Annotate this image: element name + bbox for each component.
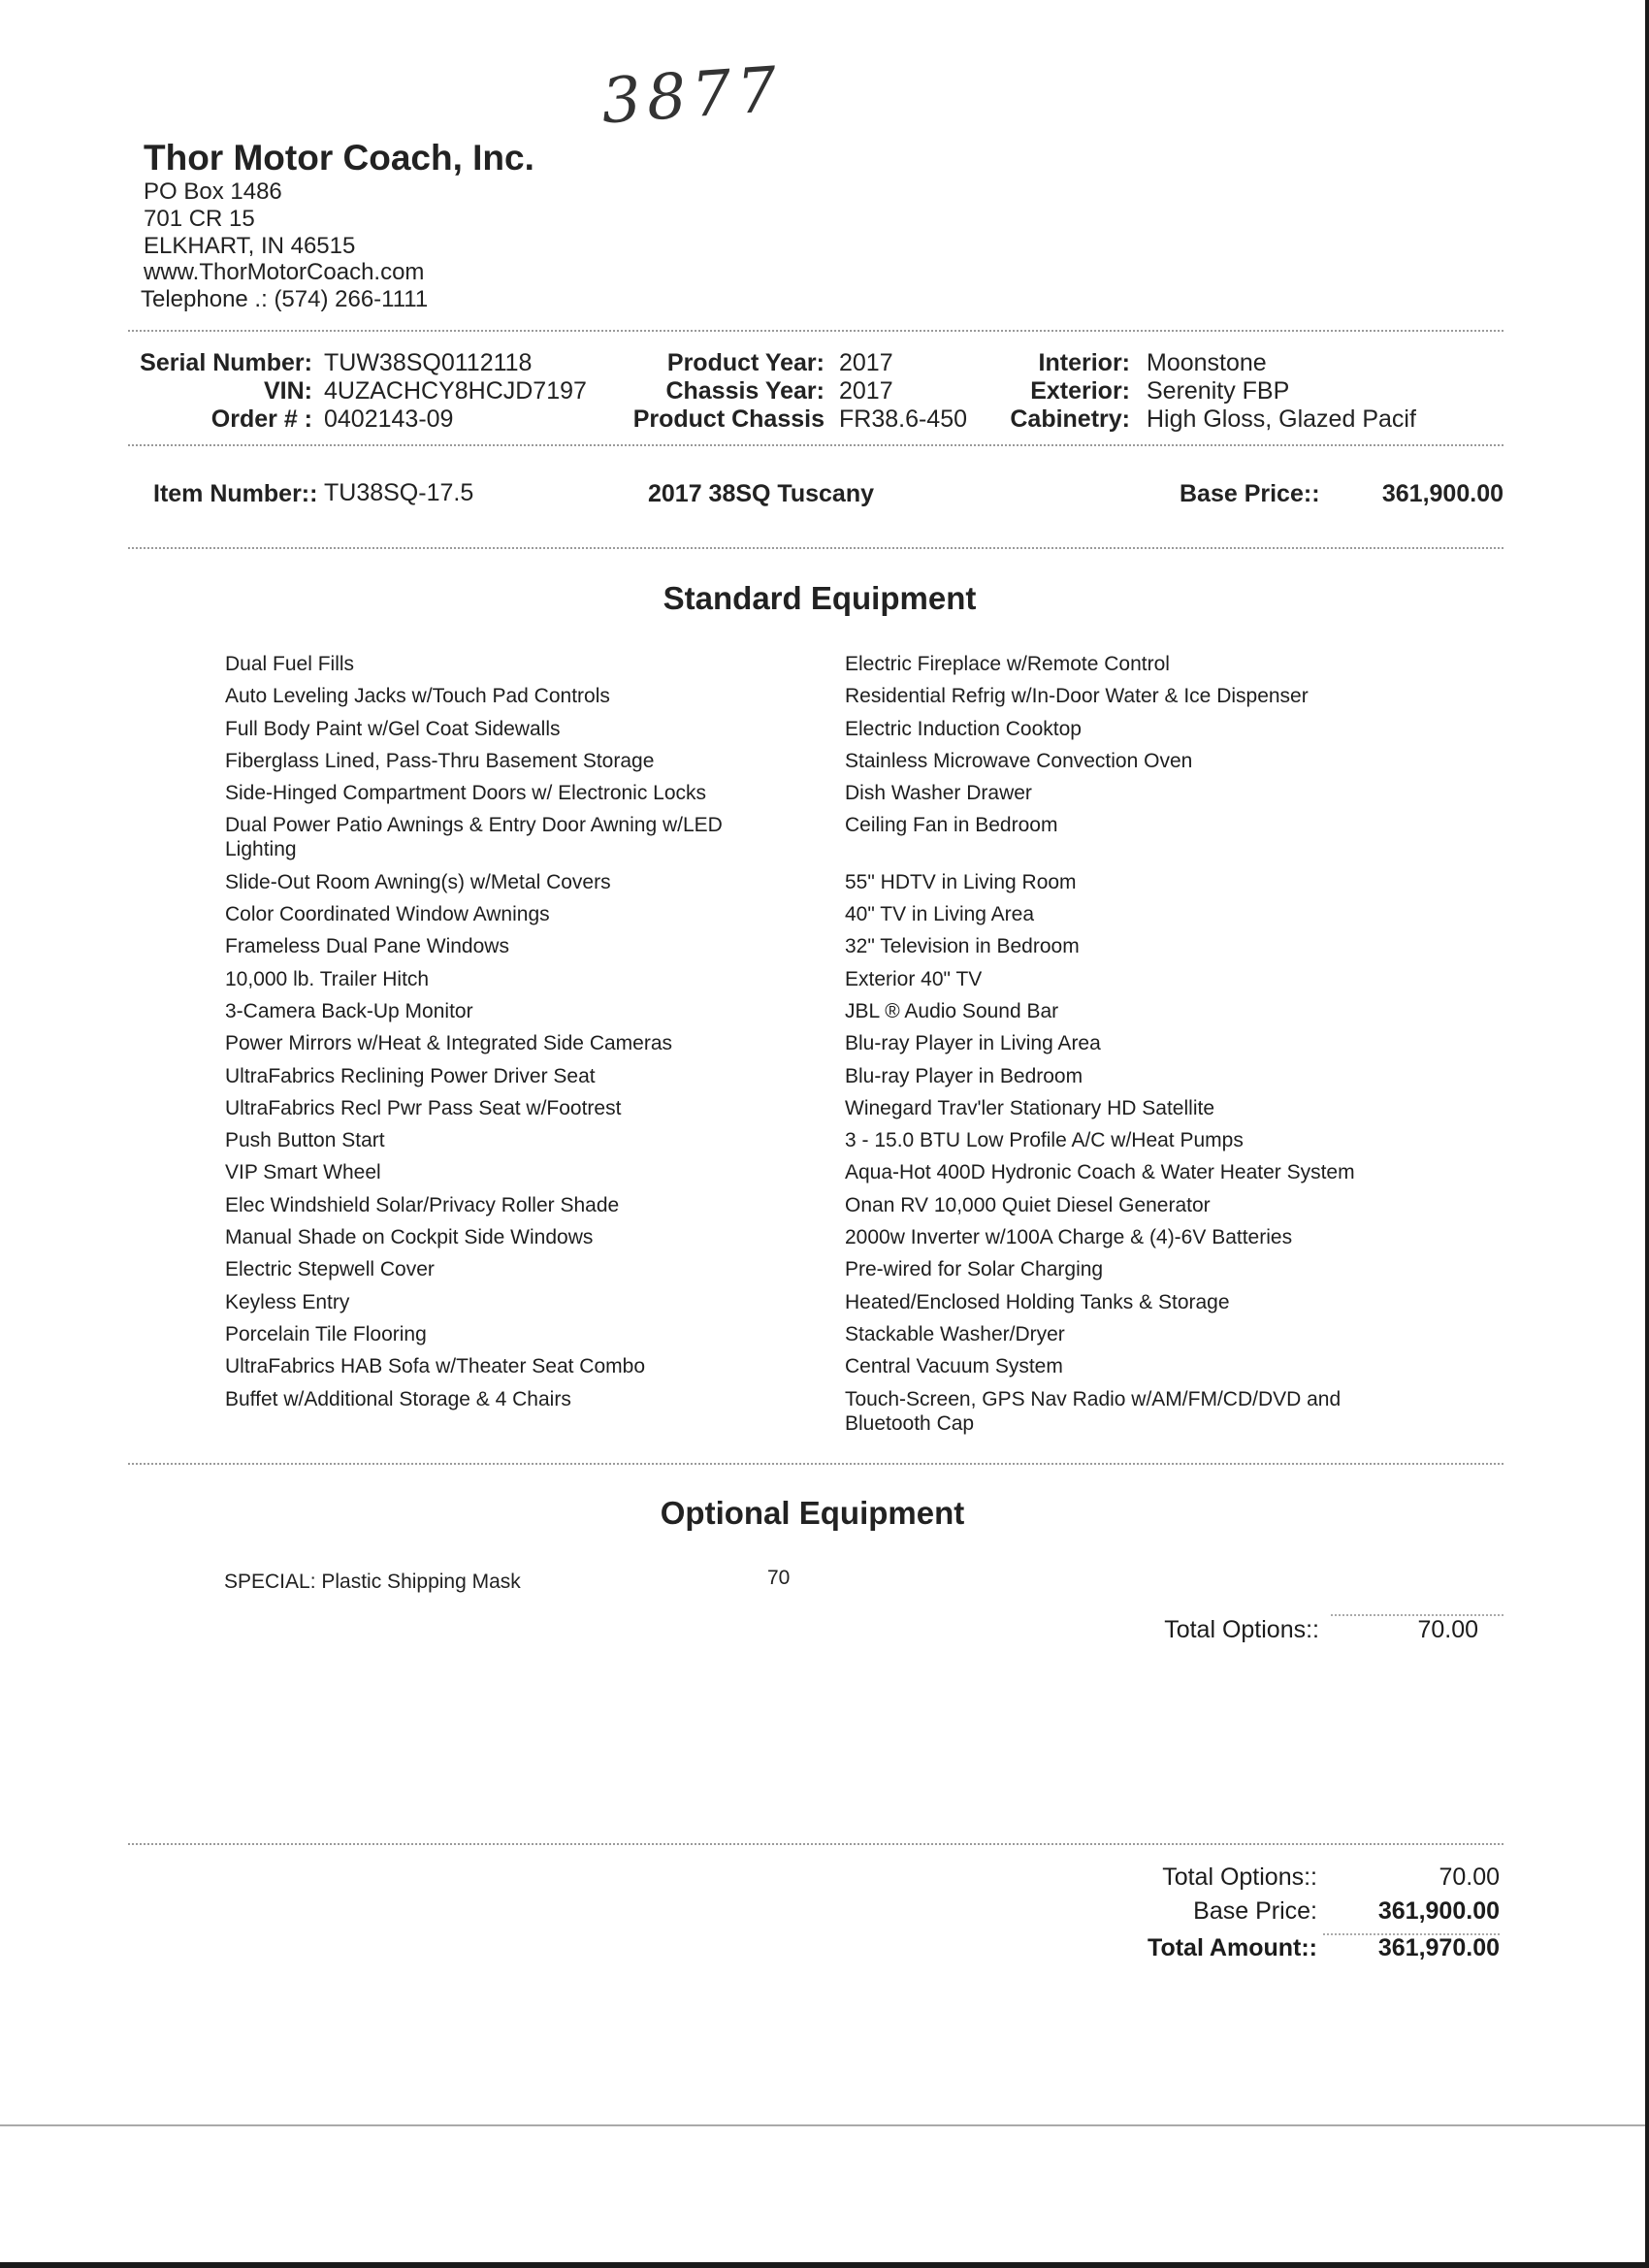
equipment-item: UltraFabrics HAB Sofa w/Theater Seat Combo <box>225 1355 646 1378</box>
product-chassis-label: Product Chassis <box>632 405 824 433</box>
equipment-item: Frameless Dual Pane Windows <box>225 935 509 958</box>
equipment-item: Heated/Enclosed Holding Tanks & Storage <box>845 1290 1230 1313</box>
interior-value: Moonstone <box>1147 349 1267 376</box>
summary-base-price-value: 361,900.00 <box>1377 1897 1500 1925</box>
equipment-item: Stackable Washer/Dryer <box>845 1322 1065 1345</box>
equipment-item: Winegard Trav'ler Stationary HD Satellite <box>845 1096 1214 1119</box>
serial-number-label: Serial Number: <box>140 349 312 376</box>
divider <box>128 330 1504 332</box>
vin-label: VIN: <box>264 377 312 405</box>
handwritten-note: 3877 <box>598 53 786 139</box>
divider <box>128 1463 1504 1465</box>
chassis-year-value: 2017 <box>839 377 893 405</box>
page-fold-line <box>0 2124 1649 2126</box>
equipment-item: Slide-Out Room Awning(s) w/Metal Covers <box>225 870 611 893</box>
standard-equipment-right-column <box>845 652 1407 1443</box>
equipment-item: Power Mirrors w/Heat & Integrated Side Cameras <box>225 1032 673 1055</box>
model-name: 2017 38SQ Tuscany <box>648 480 875 507</box>
equipment-item: Color Coordinated Window Awnings <box>225 903 550 926</box>
optional-equipment-title: Optional Equipment <box>660 1495 965 1531</box>
product-year-value: 2017 <box>839 349 893 376</box>
item-number-label: Item Number:: <box>153 480 318 507</box>
address-po-box: PO Box 1486 <box>144 178 282 205</box>
option-item-description: SPECIAL: Plastic Shipping Mask <box>224 1571 521 1593</box>
equipment-item: Exterior 40" TV <box>845 967 983 990</box>
equipment-item: Electric Stepwell Cover <box>225 1258 435 1281</box>
equipment-item: Dish Washer Drawer <box>845 782 1032 805</box>
standard-equipment-left-column <box>225 652 797 1419</box>
options-total-label: Total Options:: <box>1164 1616 1319 1643</box>
equipment-item: 55" HDTV in Living Room <box>845 870 1077 893</box>
standard-equipment-title: Standard Equipment <box>663 580 977 616</box>
serial-number-value: TUW38SQ0112118 <box>324 349 533 376</box>
address-street: 701 CR 15 <box>144 206 255 232</box>
base-price-label: Base Price:: <box>1180 480 1320 507</box>
summary-base-price-label: Base Price: <box>1193 1897 1317 1925</box>
item-number-value: TU38SQ-17.5 <box>324 479 474 506</box>
equipment-item: Aqua-Hot 400D Hydronic Coach & Water Heater System <box>845 1161 1355 1184</box>
equipment-item: UltraFabrics Reclining Power Driver Seat <box>225 1064 596 1087</box>
option-item-price: 70 <box>767 1567 791 1589</box>
divider <box>128 547 1504 549</box>
summary-total-amount-value: 361,970.00 <box>1377 1934 1500 1961</box>
summary-total-options-label: Total Options:: <box>1162 1863 1317 1891</box>
equipment-item: Push Button Start <box>225 1129 385 1152</box>
equipment-item: Dual Fuel Fills <box>225 653 355 675</box>
options-total-value: 70.00 <box>1417 1616 1478 1643</box>
equipment-item: UltraFabrics Recl Pwr Pass Seat w/Footrest <box>225 1096 622 1119</box>
company-website: www.ThorMotorCoach.com <box>144 259 425 285</box>
equipment-item: Ceiling Fan in Bedroom <box>845 814 1058 837</box>
equipment-item: Blu-ray Player in Bedroom <box>845 1064 1083 1087</box>
equipment-item: Blu-ray Player in Living Area <box>845 1032 1101 1055</box>
equipment-item: Electric Induction Cooktop <box>845 717 1082 740</box>
exterior-value: Serenity FBP <box>1147 377 1290 405</box>
equipment-item: 3-Camera Back-Up Monitor <box>225 999 473 1022</box>
summary-total-options-value: 70.00 <box>1439 1863 1500 1891</box>
scan-edge-right <box>1645 0 1649 2268</box>
equipment-item: Pre-wired for Solar Charging <box>845 1258 1104 1281</box>
equipment-item: 3 - 15.0 BTU Low Profile A/C w/Heat Pumps <box>845 1129 1244 1152</box>
vin-value: 4UZACHCY8HCJD7197 <box>324 377 587 405</box>
equipment-item: Onan RV 10,000 Quiet Diesel Generator <box>845 1193 1211 1216</box>
equipment-item: Elec Windshield Solar/Privacy Roller Shade <box>225 1193 620 1216</box>
order-label: Order # : <box>210 405 312 433</box>
equipment-item: Electric Fireplace w/Remote Control <box>845 653 1170 675</box>
equipment-item: Auto Leveling Jacks w/Touch Pad Controls <box>225 685 610 708</box>
equipment-item: Fiberglass Lined, Pass-Thru Basement Storage <box>225 749 655 772</box>
cabinetry-label: Cabinetry: <box>1010 405 1130 433</box>
equipment-item: JBL ® Audio Sound Bar <box>845 999 1059 1022</box>
company-telephone: Telephone .: (574) 266-1111 <box>141 286 429 312</box>
product-chassis-value: FR38.6-450 <box>839 405 968 433</box>
equipment-item: Dual Power Patio Awnings & Entry Door Awning w/LED Lighting <box>225 814 723 861</box>
equipment-item: Stainless Microwave Convection Oven <box>845 749 1193 772</box>
equipment-item: Buffet w/Additional Storage & 4 Chairs <box>225 1387 571 1410</box>
chassis-year-label: Chassis Year: <box>665 377 824 405</box>
equipment-item: 40" TV in Living Area <box>845 903 1035 926</box>
equipment-item: Full Body Paint w/Gel Coat Sidewalls <box>225 717 561 740</box>
cabinetry-value: High Gloss, Glazed Pacif <box>1147 405 1416 433</box>
equipment-item: Porcelain Tile Flooring <box>225 1322 427 1345</box>
equipment-item: VIP Smart Wheel <box>225 1161 381 1184</box>
equipment-item: 10,000 lb. Trailer Hitch <box>225 967 430 990</box>
address-city: ELKHART, IN 46515 <box>144 233 356 259</box>
equipment-item: Residential Refrig w/In-Door Water & Ice Dispenser <box>845 685 1309 708</box>
product-year-label: Product Year: <box>666 349 824 376</box>
equipment-item: 2000w Inverter w/100A Charge & (4)-6V Batteries <box>845 1226 1293 1249</box>
equipment-item: Central Vacuum System <box>845 1355 1063 1378</box>
equipment-item: Side-Hinged Compartment Doors w/ Electronic Locks <box>225 782 707 805</box>
divider <box>128 1843 1504 1845</box>
scan-edge-bottom <box>0 2262 1649 2268</box>
summary-total-amount-label: Total Amount:: <box>1148 1934 1317 1961</box>
equipment-item: Touch-Screen, GPS Nav Radio w/AM/FM/CD/DVD and Bluetooth Cap <box>845 1387 1342 1435</box>
base-price-value: 361,900.00 <box>1381 480 1504 507</box>
company-name: Thor Motor Coach, Inc. <box>144 138 534 178</box>
equipment-item: 32" Television in Bedroom <box>845 935 1080 958</box>
equipment-item: Manual Shade on Cockpit Side Windows <box>225 1226 594 1249</box>
divider <box>128 444 1504 446</box>
equipment-item: Keyless Entry <box>225 1290 350 1313</box>
exterior-label: Exterior: <box>1030 377 1130 405</box>
interior-label: Interior: <box>1038 349 1130 376</box>
order-value: 0402143-09 <box>324 405 454 433</box>
